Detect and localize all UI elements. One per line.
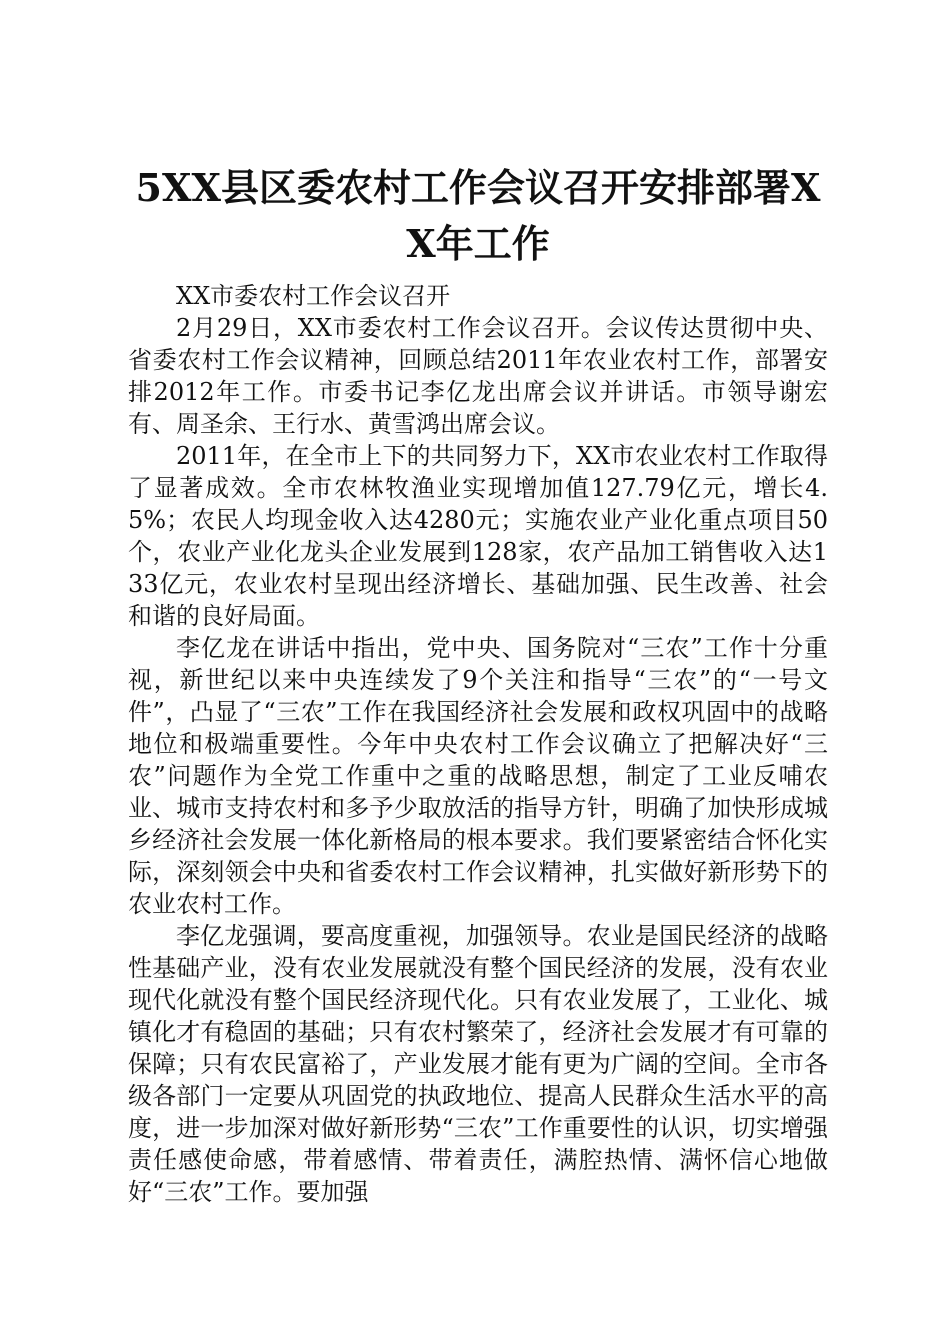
paragraph-subheading: XX市委农村工作会议召开 [176,282,451,310]
paragraph: 2月29日，XX市委农村工作会议召开。会议传达贯彻中央、省委农村工作会议精神，回顾总结2011年农业农村工作，部署安排2012年工作。市委书记李亿龙出席会议并讲话。市领导谢宏有、周圣余、王行水、黄雪鸿出席会议。 [128,314,828,438]
document-page [128,0,828,1344]
paragraph: 李亿龙强调，要高度重视，加强领导。农业是国民经济的战略性基础产业，没有农业发展就没有整个国民经济的发展，没有农业现代化就没有整个国民经济现代化。只有农业发展了，工业化、城镇化才有稳固的基础；只有农村繁荣了，经济社会发展才有可靠的保障；只有农民富裕了，产业发展才能有更为广阔的空间。全市各级各部门一定要从巩固党的执政地位、提高人民群众生活水平的高度，进一步加深对做好新形势“三农”工作重要性的认识，切实增强责任感使命感，带着感情、带着责任，满腔热情、满怀信心地做好“三农”工作。要加强 [128,922,828,1206]
document-body [128,280,828,1208]
paragraph: 2011年，在全市上下的共同努力下，XX市农业农村工作取得了显著成效。全市农林牧渔业实现增加值127.79亿元，增长4.5%；农民人均现金收入达4280元；实施农业产业化重点项目50个，农业产业化龙头企业发展到128家，农产品加工销售收入达133亿元，农业农村呈现出经济增长、基础加强、民生改善、社会和谐的良好局面。 [128,442,828,630]
paragraph: 李亿龙在讲话中指出，党中央、国务院对“三农”工作十分重视，新世纪以来中央连续发了9个关注和指导“三农”的“一号文件”，凸显了“三农”工作在我国经济社会发展和政权巩固中的战略地位和极端重要性。今年中央农村工作会议确立了把解决好“三农”问题作为全党工作重中之重的战略思想，制定了工业反哺农业、城市支持农村和多予少取放活的指导方针，明确了加快形成城乡经济社会发展一体化新格局的根本要求。我们要紧密结合怀化实际，深刻领会中央和省委农村工作会议精神，扎实做好新形势下的农业农村工作。 [128,634,828,918]
document-title: 5XX县区委农村工作会议召开安排部署XX年工作 [135,165,821,266]
